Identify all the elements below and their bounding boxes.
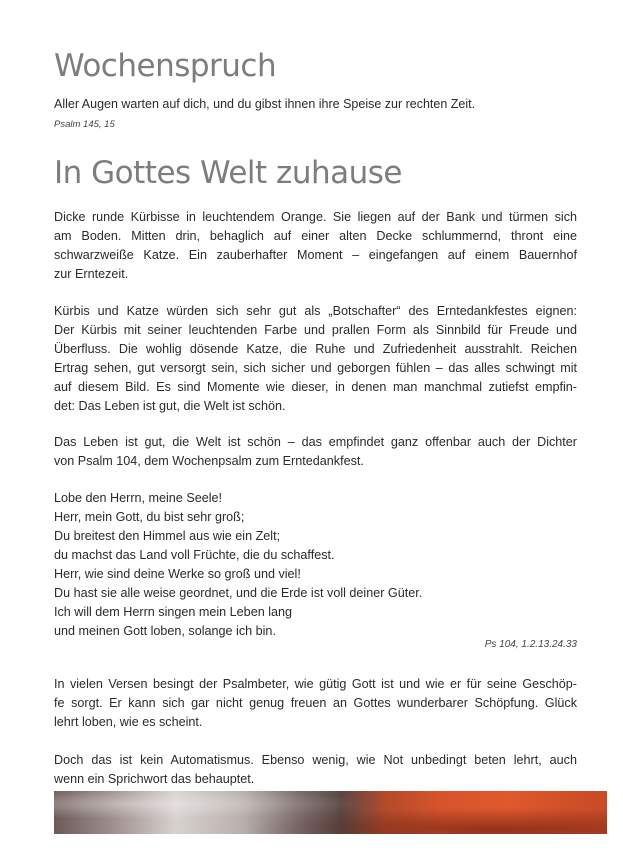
- wochenspruch-heading: Wochenspruch: [54, 48, 277, 84]
- psalm-line: Ich will dem Herrn singen mein Leben lang: [54, 605, 293, 619]
- psalm-line: du machst das Land voll Früchte, die du schaffest.: [54, 548, 335, 562]
- photo-shading: [54, 791, 607, 834]
- psalm-line: und meinen Gott loben, solange ich bin.: [54, 624, 276, 638]
- paragraph-3: [54, 433, 577, 471]
- paragraph-5: [54, 751, 577, 789]
- text-line: In vielen Versen besingt der Psalmbeter, wie gütig Gott ist und wie er für seine Geschöp-: [54, 677, 577, 691]
- text-line: det: Das Leben ist gut, die Welt ist schön.: [54, 399, 286, 413]
- text-line: zur Erntezeit.: [54, 267, 129, 281]
- text-line: Dicke runde Kürbisse in leuchtendem Orange. Sie liegen auf der Bank und türmen sich: [54, 210, 577, 224]
- article-heading: In Gottes Welt zuhause: [54, 155, 402, 191]
- psalm-reference: Ps 104, 1.2.13.24.33: [484, 639, 577, 650]
- psalm-line: Herr, mein Gott, du bist sehr groß;: [54, 510, 245, 524]
- text-line: lehrt loben, wie es scheint.: [54, 715, 203, 729]
- text-line: am Boden. Mitten drin, behaglich auf einer alten Decke schlummernd, thront eine: [54, 229, 577, 243]
- psalm-line: Herr, wie sind deine Werke so groß und viel!: [54, 567, 301, 581]
- text-line: Das Leben ist gut, die Welt ist schön – das empfindet ganz offenbar auch der Dichter: [54, 435, 577, 449]
- psalm-quote: [54, 489, 422, 641]
- text-line: wenn ein Sprichwort das behauptet.: [54, 772, 255, 786]
- paragraph-4: [54, 675, 577, 732]
- psalm-line: Du hast sie alle weise geordnet, und die Erde ist voll deiner Güter.: [54, 586, 423, 600]
- text-line: fe sorgt. Er kann sich gar nicht genug freuen an Gottes wunderbarer Schöpfung. Glück: [54, 696, 577, 710]
- text-line: Der Kürbis mit seiner leuchtenden Farbe und prallen Form als Sinnbild für Freude und: [54, 323, 577, 337]
- text-line: auf diesem Bild. Es sind Momente wie dieser, in denen man manchmal zutiefst empfin-: [54, 380, 577, 394]
- text-line: Kürbis und Katze würden sich sehr gut als „Botschafter“ des Erntedankfestes eignen:: [54, 304, 577, 318]
- paragraph-2: [54, 302, 577, 416]
- pumpkin-cat-photo: [54, 791, 607, 834]
- psalm-line: Du breitest den Himmel aus wie ein Zelt;: [54, 529, 281, 543]
- paragraph-1: [54, 208, 577, 284]
- text-line: Doch das ist kein Automatismus. Ebenso wenig, wie Not unbedingt beten lehrt, auch: [54, 753, 577, 767]
- text-line: von Psalm 104, dem Wochenpsalm zum Erntedankfest.: [54, 454, 364, 468]
- wochenspruch-text: Aller Augen warten auf dich, und du gibst ihnen ihre Speise zur rechten Zeit.: [54, 97, 476, 111]
- text-line: Ertrag sehen, gut versorgt sein, sich sicher und geborgen fühlen – das alles schwingt mit: [54, 361, 577, 375]
- text-line: schwarzweiße Katze. Ein zauberhafter Moment – eingefangen auf einem Bauernhof: [54, 248, 577, 262]
- psalm-line: Lobe den Herrn, meine Seele!: [54, 491, 223, 505]
- text-line: Überfluss. Die wohlig dösende Katze, die Ruhe und Zufriedenheit ausstrahlt. Reichen: [54, 342, 577, 356]
- wochenspruch-reference: Psalm 145, 15: [54, 119, 115, 130]
